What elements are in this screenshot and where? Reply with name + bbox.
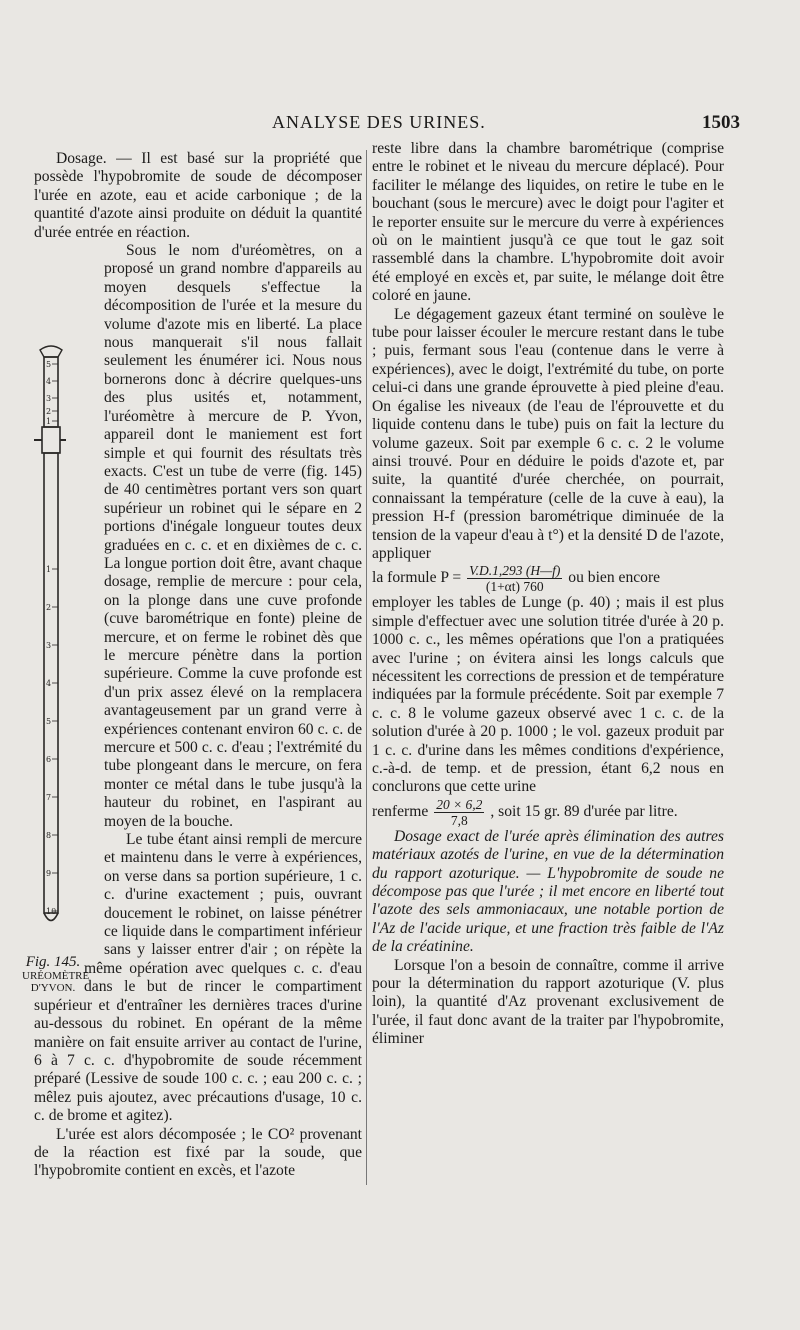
page-number: 1503 [702, 112, 740, 133]
ureometer-figure [32, 242, 98, 952]
paragraph-uree-decomposee: L'urée est alors décomposée ; le CO² provenant de la réaction est fixé par la soude, que l'hypobromite contient en excès, et l'azote [34, 1125, 362, 1180]
scale-label: 5 [46, 717, 52, 727]
figure-caption [22, 954, 90, 995]
header-title: ANALYSE DES URINES. [272, 112, 486, 132]
graduation-scale [46, 360, 58, 916]
scale-label: 2 [46, 603, 52, 613]
formula2-numerator: 20 × 6,2 [436, 796, 483, 812]
paragraph-dosage-exact: Dosage exact de l'urée après élimination des autres matériaux azotés de l'urine, en vue de la détermination du rapport azoturique. — L'hypobromite de soude ne décompose pas que l'urée ; il met encore en liberté tout l'azote des sels ammoniacaux, une notable portion de l'Az de l'acide urique, et une fraction très faible de l'Az de la créatinine. [372, 827, 724, 956]
formula-1 [467, 563, 562, 594]
paragraph-procedure: Le tube étant ainsi rempli de mercure et maintenu dans le verre à expériences, on verse dans sa portion supérieure, 1 c. c. d'urine exactement ; puis, ouvrant doucement le robinet, on laisse pénétrer ce liquide dans le compartiment inférieur sans y laisser entrer d'air ; on répète la même opération avec quelques c. c. d'eau dans le but de rincer le compartiment supérieur et d'entraîner les dernières traces d'urine au-dessous du robinet. En opérant de la même manière on fait ensuite arriver au contact de l'urine, 6 à 7 c. c. d'hypobromite de soude récemment préparé (Lessive de soude 100 c. c. ; eau 200 c. c. ; mêlez puis ajoutez, avec précautions d'usage, 10 c. c. de brome et agitez). [34, 831, 362, 1125]
paragraph-ureometres: Sous le nom d'uréomètres, on a proposé un grand nombre d'appareils au moyen desquels s'effectue la décomposition de l'urée et la mesure du volume d'azote mis en liberté. La place nous manquerait s'il nous fallait seulement les énumérer ici. Nous nous bornerons donc à décrire quelques-uns des plus usités et, notamment, l'uréomètre à mercure de P. Yvon, appareil dont le maniement est fort simple et qui fournit des résultats très exacts. C'est un tube de verre (fig. 145) de 40 centimètres portant vers son quart supérieur un robinet qui le sépare en 2 portions d'inégale longueur toutes deux graduées en c. c. et en dixièmes de c. c. La longue portion doit être, avant chaque dosage, remplie de mercure : pour cela, on la plonge dans une cuve profonde (cuve barométrique en fonte) pleine de mercure, et on ferme le robinet dès que le mercure pénètre dans la portion supérieure. Comme la cuve profonde est d'un prix assez élevé on la remplacera avantageusement par un grand verre à expériences contenant environ 60 c. c. de mercure et 500 c. c. d'eau ; l'extrémité du tube plongeant dans le mercure, on fera monter ce métal dans le tube jusqu'à la hauteur du robinet, en l'aspirant au moyen de la bouche. [104, 242, 362, 830]
scale-label: 8 [46, 831, 52, 841]
scale-label: 3 [46, 394, 52, 404]
paragraph-continuation: reste libre dans la chambre barométrique (comprise entre le robinet et le niveau du mercure déplacé). Pour faciliter le mélange des liquides, on retire le tube en le bouchant (sous le mercure) avec le doigt pour l'agiter et le reporter ensuite sur le mercure du verre à expériences où on le maintient jusqu'à ce que tout le gaz soit rassemblé dans la chambre. L'hypobromite doit avoir été employé en excès et, par suite, le mélange doit être coloré en jaune. [372, 140, 724, 305]
scale-label: 1 [46, 565, 52, 575]
paragraph-degagement-text: Le dégagement gazeux étant terminé on soulève le tube pour laisser écouler le mercure restant dans le tube ; puis, fermant sous l'eau (contenue dans le verre à expériences), avec le doigt, l'extrémité du tube, on porte celui-ci dans une grande éprouvette à pied pleine d'eau. On égalise les niveaux (de l'eau de l'éprouvette et du liquide contenu dans le tube) puis on fait la lecture du volume gazeux. Soit par exemple 6 c. c. 2 le volume ainsi trouvé. Pour en déduire le poids d'azote et, par suite, la quantité d'urée cherchée, on pourrait, connaissant la température (celle de la cuve à eau), la pression H-f (pression barométrique diminuée de la tension de la vapeur d'eau à t°) et la densité D de l'azote, appliquer [372, 305, 724, 562]
scale-label: 1 [46, 417, 52, 427]
formula1-lead: la formule P = [372, 569, 462, 587]
scale-label: 6 [46, 755, 52, 765]
scale-label: 2 [46, 407, 52, 417]
figure-number: Fig. 145. [25, 954, 81, 971]
paragraph-dosage: Dosage. — Il est basé sur la propriété que possède l'hypobromite de soude de décomposer l'urée en azote, eau et acide carbonique ; de la quantité d'azote ainsi produite on déduit la quantité d'urée entrée en réaction. [34, 150, 362, 241]
paragraph-lunge: employer les tables de Lunge (p. 40) ; mais il est plus simple d'effectuer avec une solution titrée d'urée à 20 p. 1000 c. c., les mêmes opérations que l'on a pratiquées avec l'urine ; on évitera ainsi les longs calculs que nécessitent les corrections de pression et de température indiquées par la formule précédente. Soit par exemple 7 c. c. 8 le volume gazeux observé avec 1 c. c. de la solution d'urée à 20 p. 1000 ; le vol. gazeux produit par 1 c. c. d'urine dans les mêmes conditions d'expérience, c.-à-d. de temp. et de pression, étant 6,2 nous en conclurons que cette urine [372, 594, 724, 796]
figure-caption-line2: D'YVON. [30, 982, 76, 995]
scale-label: 10 [46, 907, 57, 917]
running-header [0, 112, 800, 142]
formula-line-1 [372, 563, 724, 594]
paragraph-rapport-azoturique: Lorsque l'on a besoin de connaître, comme il arrive pour la détermination du rapport azoturique (V. plus loin), la quantité d'Az provenant exclusivement de l'urée, il faut donc avant de la traiter par l'hypobromite, éliminer [372, 956, 724, 1048]
scale-label: 9 [46, 869, 52, 879]
left-column [22, 150, 362, 1181]
paragraph-degagement [372, 306, 724, 564]
right-column [372, 140, 724, 1049]
formula1-tail: ou bien encore [568, 569, 661, 587]
scale-label: 5 [46, 360, 52, 370]
formula2-lead: renferme [372, 802, 429, 820]
formula-2 [434, 797, 484, 828]
formula2-denominator: 7,8 [450, 812, 468, 828]
figure-caption-line1: URÉOMÈTRE [22, 970, 90, 983]
formula1-numerator: V.D.1,293 (H—f) [469, 563, 561, 579]
formula2-tail: , soit 15 gr. 89 d'urée par litre. [490, 802, 678, 820]
scale-label: 4 [46, 377, 52, 387]
scale-label: 3 [46, 641, 52, 651]
ureometer-illustration [32, 242, 98, 952]
column-divider [366, 150, 367, 1185]
formula1-denominator: (1+αt) 760 [485, 579, 544, 595]
scale-label: 7 [46, 793, 52, 803]
formula-line-2 [372, 797, 724, 828]
scale-label: 4 [46, 679, 52, 689]
